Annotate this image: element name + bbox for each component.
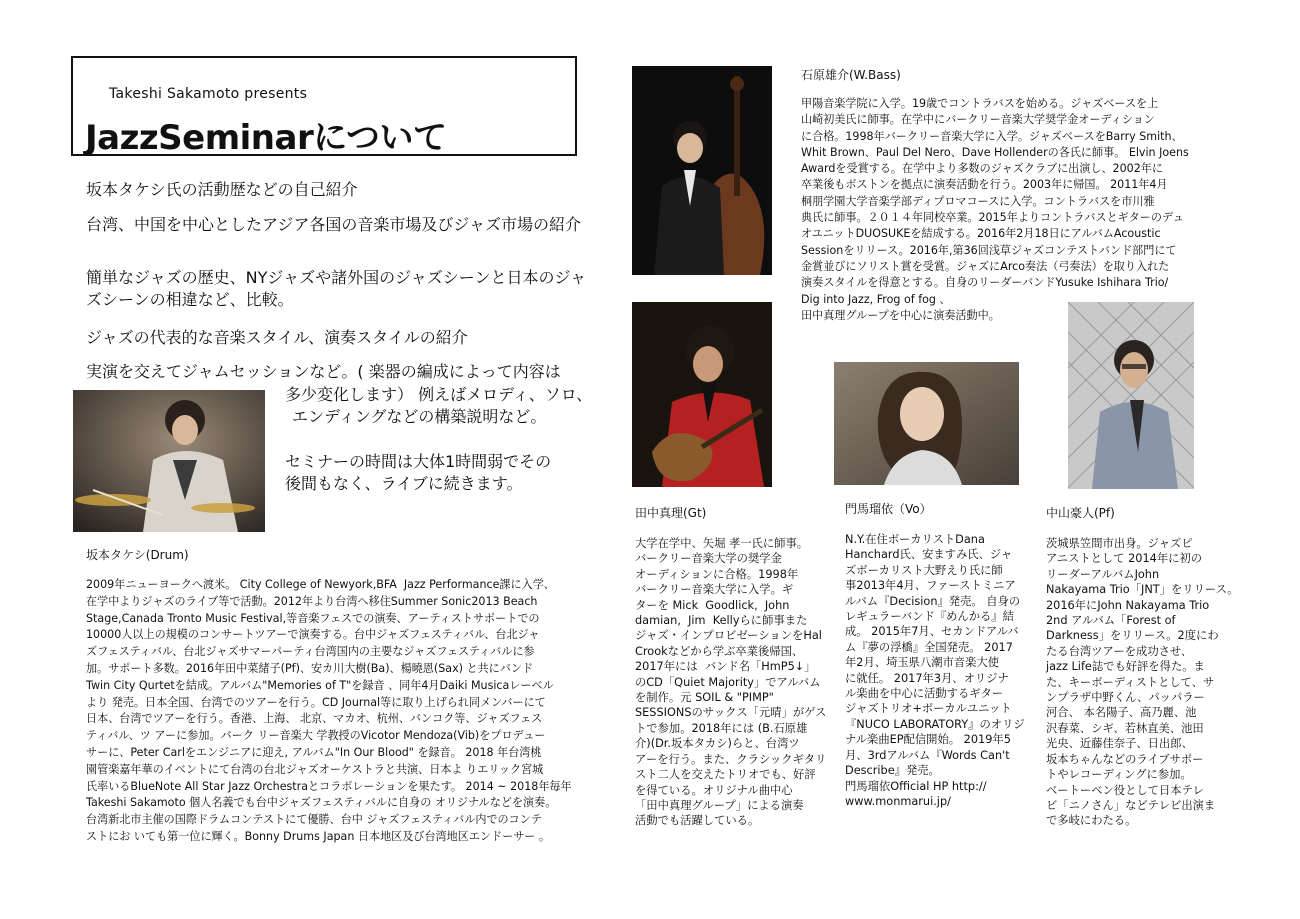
musician-bio-nakayama: 茨城県笠間市出身。ジャズピ アニストとして 2014年に初の リーダーアルバムJohn Nakayama Trio「JNT」をリリース。 2016年にJohn Nakayama Trio 2nd アルバム「Forest of Darkness」をリリース。2度にわ たる台湾ツアーを成功させ、 jazz Life誌でも好評を得た。ま た、キーボーディストとして、サ ンプラザ中野くん、パッパラー 河合、 本名陽子、高乃麗、池 沢春菜、シギ、若林直美、池田 光央、近藤佳奈子、日出郎、 坂本ちゃんなどのライブサポー トやレコーディングに参加。 ベートーベン役として日本テレ ビ「ニノさん」などテレビ出演ま で多岐にわたる。 xyxy=(1046,537,1239,828)
agenda-item-intro: 坂本タケシ氏の活動歴などの自己紹介 xyxy=(86,180,358,199)
musician-name-ishihara: 石原雄介(W.Bass) xyxy=(801,68,901,82)
pianist-photo xyxy=(1068,302,1194,489)
musician-bio-sakamoto: 2009年ニューヨークへ渡米。 City College of Newyork,BFA Jazz Performance課に入学、 在学中よりジャズのライブ等で活動。2012年より台湾へ移住Summer Sonic2013 Beach Stage,Canada Tronto Music Festival,等音楽フェスでの演奏、アーティストサポートでの 10000人以上の規模のコンサートツアーで演奏する。台中ジャズフェスティバル、台北ジャ ズフェスティバル、台北ジャズサマーパーティ台湾国内の主要なジャズフェスティバルに参 加。サポート多数。2016年田中菜緒子(Pf)、安カ川大樹(Ba)、楊曉恩(Sax) と共にバンド Twin City Qurtetを結成。アルバム"Memories of T"を録音 、同年4月Daiki Musicaレーベル より 発売。日本全国、台湾でのツアーを行う。CD Journal等に取り上げられ同メンバーにて 日本、台湾でツアーを行う。香港、上海、 北京、マカオ、杭州、バンコク等、ジャズフェス ティバル、ツ アーに参加。バーク リー音楽大 学教授のVicotor Mendoza(Vib)をプロデュー サーに、Peter Carlをエンジニアに迎え, アルバム"In Our Blood" を録音。 2018 年台湾桃 園管楽嘉年華のイベントにて台湾の台北ジャズオーケストラと共演、日本よ りエリック宮城 氏率いるBlueNote All Star Jazz Orchestraとコラボレーションを果たす。 2014 ~ 2018年毎年 Takeshi Sakamoto 個人名義でも台中ジャズフェスティバルに自身の オリジナルなどを演奏。 台湾新北市主催の国際ドラムコンテストにて優勝、台中 ジャズフェスティバル内でのコンテ ストにお いても第一位に輝く。Bonny Drums Japan 日本地区及び台湾地区エンドーサー 。 xyxy=(86,578,572,843)
agenda-item-time: セミナーの時間は大体1時間弱でその xyxy=(285,452,552,471)
vocalist-photo xyxy=(834,362,1019,485)
bassist-photo xyxy=(632,66,772,275)
guitarist-photo xyxy=(632,302,772,487)
musician-name-monma: 門馬瑠依（Vo） xyxy=(845,502,932,516)
agenda-item-styles: ジャズの代表的な音楽スタイル、演奏スタイルの紹介 xyxy=(86,328,468,347)
agenda-item-time-line2: 後間もなく、ライブに続きます。 xyxy=(285,474,523,493)
agenda-item-jam: 実演を交えてジャムセッションなど。( 楽器の編成によって内容は xyxy=(86,362,561,381)
title-box xyxy=(71,56,577,156)
musician-bio-tanaka: 大学在学中、矢堀 孝一氏に師事。 バークリー音楽大学の奨学金 オーディションに合格。1998年 バークリー音楽大学に入学。ギ ターを Mick Goodlick, John damian, Jim Kellyらに師事また ジャズ・インプロビゼーションをHal Crookなどから学ぶ卒業後帰国、 2017年には バンド名「HmP5↓」 のCD「Quiet Majority」でアルバム を制作。元 SOIL & "PIMP" SESSIONSのサックス「元晴」がゲス トで参加。2018年には (B.石原雄 介)(Dr.坂本タカシ)らと、台湾ツ アーを行う。また、クラシックギタリ スト二人を交えたトリオでも、好評 を得ている。オリジナル曲中心 「田中真理グループ」による演奏 活動でも活躍している。 xyxy=(635,537,827,828)
musician-bio-monma: N.Y.在住ボーカリストDana Hanchard氏、安ますみ氏、ジャ ズボーカリスト大野えり氏に師 事2013年4月、ファーストミニア ルバム『Decision』発売。 自身の レギュラーバンド『めんかる』結 成。 2015年7月、セカンドアルバ ム『夢の浮橋』全国発売。 2017 年2月、埼玉県八潮市音楽大使 に就任。 2017年3月、オリジナ ル楽曲を中心に活動するギター ジャズトリオ+ボーカルユニット 『NUCO LABORATORY』のオリジ ナル楽曲EP配信開始。 2019年5 月、3rdアルバム『Words Can't Describe』発売。 門馬瑠依Official HP http:// www.monmarui.jp/ xyxy=(845,533,1025,808)
musician-bio-ishihara: 甲陽音楽学院に入学。19歳でコントラバスを始める。ジャズベースを上 山崎初美氏に師事。在学中にバークリー音楽大学奨学金オーディション に合格。1998年バークリー音楽大学に入学。ジャズベースをBarry Smith、 Whit Brown、Paul Del Nero、Dave Hollenderの各氏に師事。 Elvin Joens Awardを受賞する。在学中より多数のジャズクラブに出演し、2002年に 卒業後もボストンを拠点に演奏活動を行う。2003年に帰国。 2011年4月 桐朋学園大学音楽学部ディプロマコースに入学。コントラバスを市川雅 典氏に師事。２０１４年同校卒業。2015年よりコントラバスとギターのデュ オユニットDUOSUKEを結成する。2016年2月18日にアルバムAcoustic Sessionをリリース。2016年,第36回浅草ジャズコンテストバンド部門にて 金賞並びにソリスト賞を受賞。ジャズにArco奏法（弓奏法）を取り入れた 演奏スタイルを得意とする。自身のリーダーバンドYusuke Ishihara Trio/ Dig into Jazz, Frog of fog 、 田中真理グループを中心に演奏活動中。 xyxy=(801,97,1189,322)
musician-name-nakayama: 中山豪人(Pf) xyxy=(1046,506,1115,520)
agenda-item-history: 簡単なジャズの歴史、NYジャズや諸外国のジャズシーンと日本のジャズシーンの相違など、比較。 xyxy=(86,268,587,309)
page-title: JazzSeminarについて xyxy=(85,118,447,158)
musician-name-sakamoto: 坂本タケシ(Drum) xyxy=(86,548,189,562)
agenda-item-jam-line3: エンディングなどの構築説明など。 xyxy=(292,407,547,426)
drummer-photo xyxy=(73,390,265,532)
presents-label: Takeshi Sakamoto presents xyxy=(109,86,308,102)
agenda-item-market: 台湾、中国を中心としたアジア各国の音楽市場及びジャズ市場の紹介 xyxy=(86,215,582,234)
musician-name-tanaka: 田中真理(Gt) xyxy=(635,506,707,520)
agenda-item-jam-line2: 多少変化します） 例えばメロディ、ソロ、 xyxy=(285,385,593,404)
